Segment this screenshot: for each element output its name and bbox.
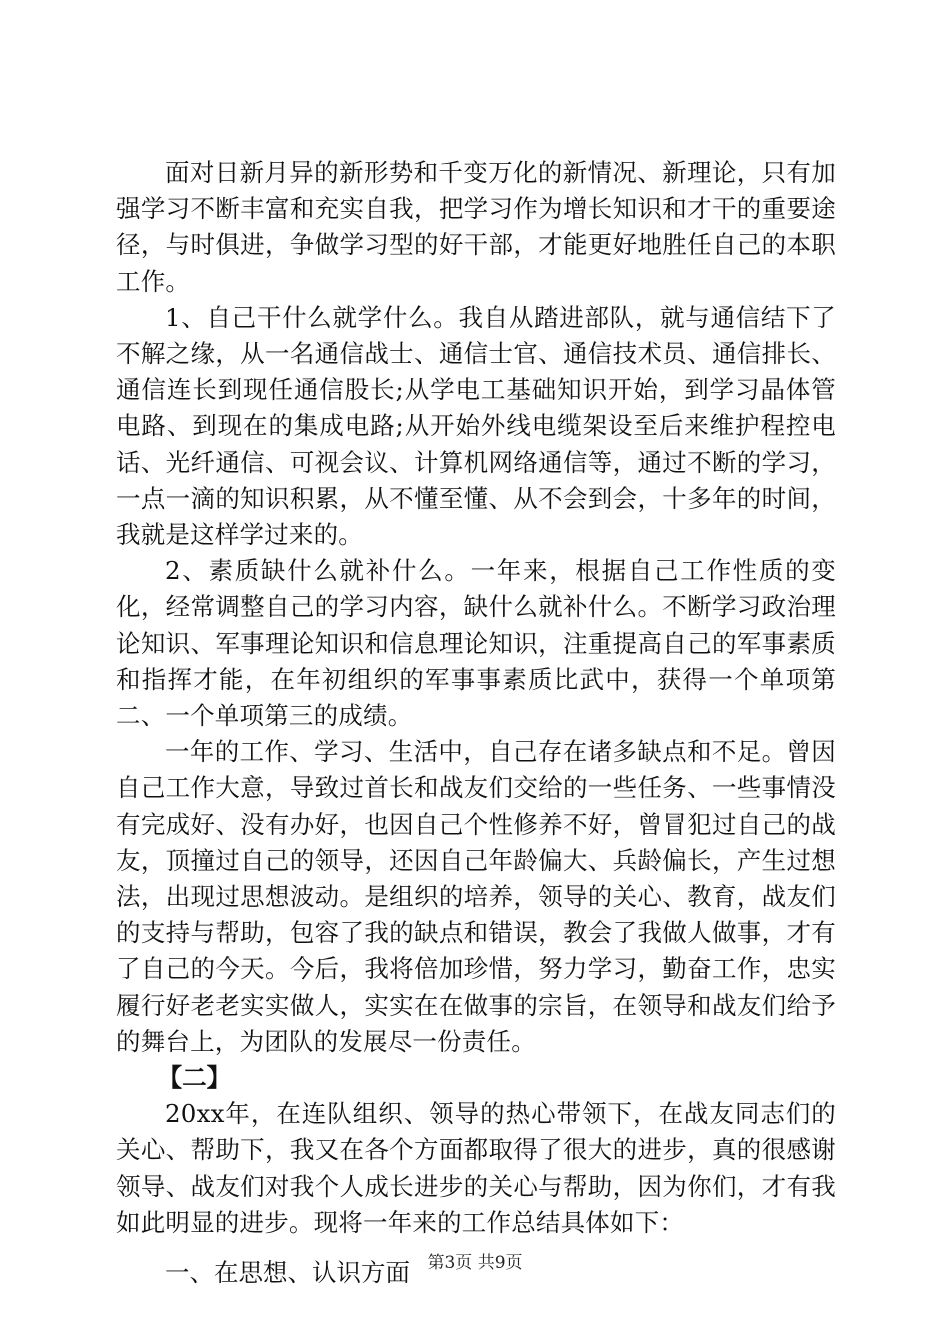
page-number-footer: 第3页 共9页	[427, 1253, 523, 1273]
paragraph-intro: 面对日新月异的新形势和千变万化的新情况、新理论，只有加强学习不断丰富和充实自我，把学习作为增长知识和才干的重要途径，与时俱进，争做学习型的好干部，才能更好地胜任自己的本职工作。	[116, 158, 836, 296]
paragraph-point-1: 1、自己干什么就学什么。我自从踏进部队，就与通信结下了不解之缘，从一名通信战士、通信士官、通信技术员、通信排长、通信连长到现任通信股长;从学电工基础知识开始，到学习晶体管电路、到现在的集成电路;从开始外线电缆架设至后来维护程控电话、光纤通信、可视会议、计算机网络通信等，通过不断的学习，一点一滴的知识积累，从不懂至懂、从不会到会，十多年的时间，我就是这样学过来的。	[116, 302, 836, 550]
document-body	[116, 155, 836, 1291]
paragraph-point-2: 2、素质缺什么就补什么。一年来，根据自己工作性质的变化，经常调整自己的学习内容，缺什么就补什么。不断学习政治理论知识、军事理论知识和信息理论知识，注重提高自己的军事素质和指挥才能，在年初组织的军事事素质比武中，获得一个单项第二、一个单项第三的成绩。	[116, 556, 836, 731]
paragraph-section-two-intro: 20xx年，在连队组织、领导的热心带领下，在战友同志们的关心、帮助下，我又在各个方面都取得了很大的进步，真的很感谢领导、战友们对我个人成长进步的关心与帮助，因为你们，才有我如此明显的进步。现将一年来的工作总结具体如下：	[116, 1099, 836, 1237]
paragraph-shortcomings: 一年的工作、学习、生活中，自己存在诸多缺点和不足。曾因自己工作大意，导致过首长和战友们交给的一些任务、一些事情没有完成好、没有办好，也因自己个性修养不好，曾冒犯过自己的战友，顶撞过自己的领导，还因自己年龄偏大、兵龄偏长，产生过想法，出现过思想波动。是组织的培养，领导的关心、教育，战友们的支持与帮助，包容了我的缺点和错误，教会了我做人做事，才有了自己的今天。今后，我将倍加珍惜，努力学习，勤奋工作，忠实履行好老老实实做人，实实在在做事的宗旨，在领导和战友们给予的舞台上，为团队的发展尽一份责任。	[116, 737, 836, 1056]
subsection-title: 一、在思想、认识方面	[165, 1258, 410, 1288]
section-heading: 【二】	[157, 1063, 232, 1093]
